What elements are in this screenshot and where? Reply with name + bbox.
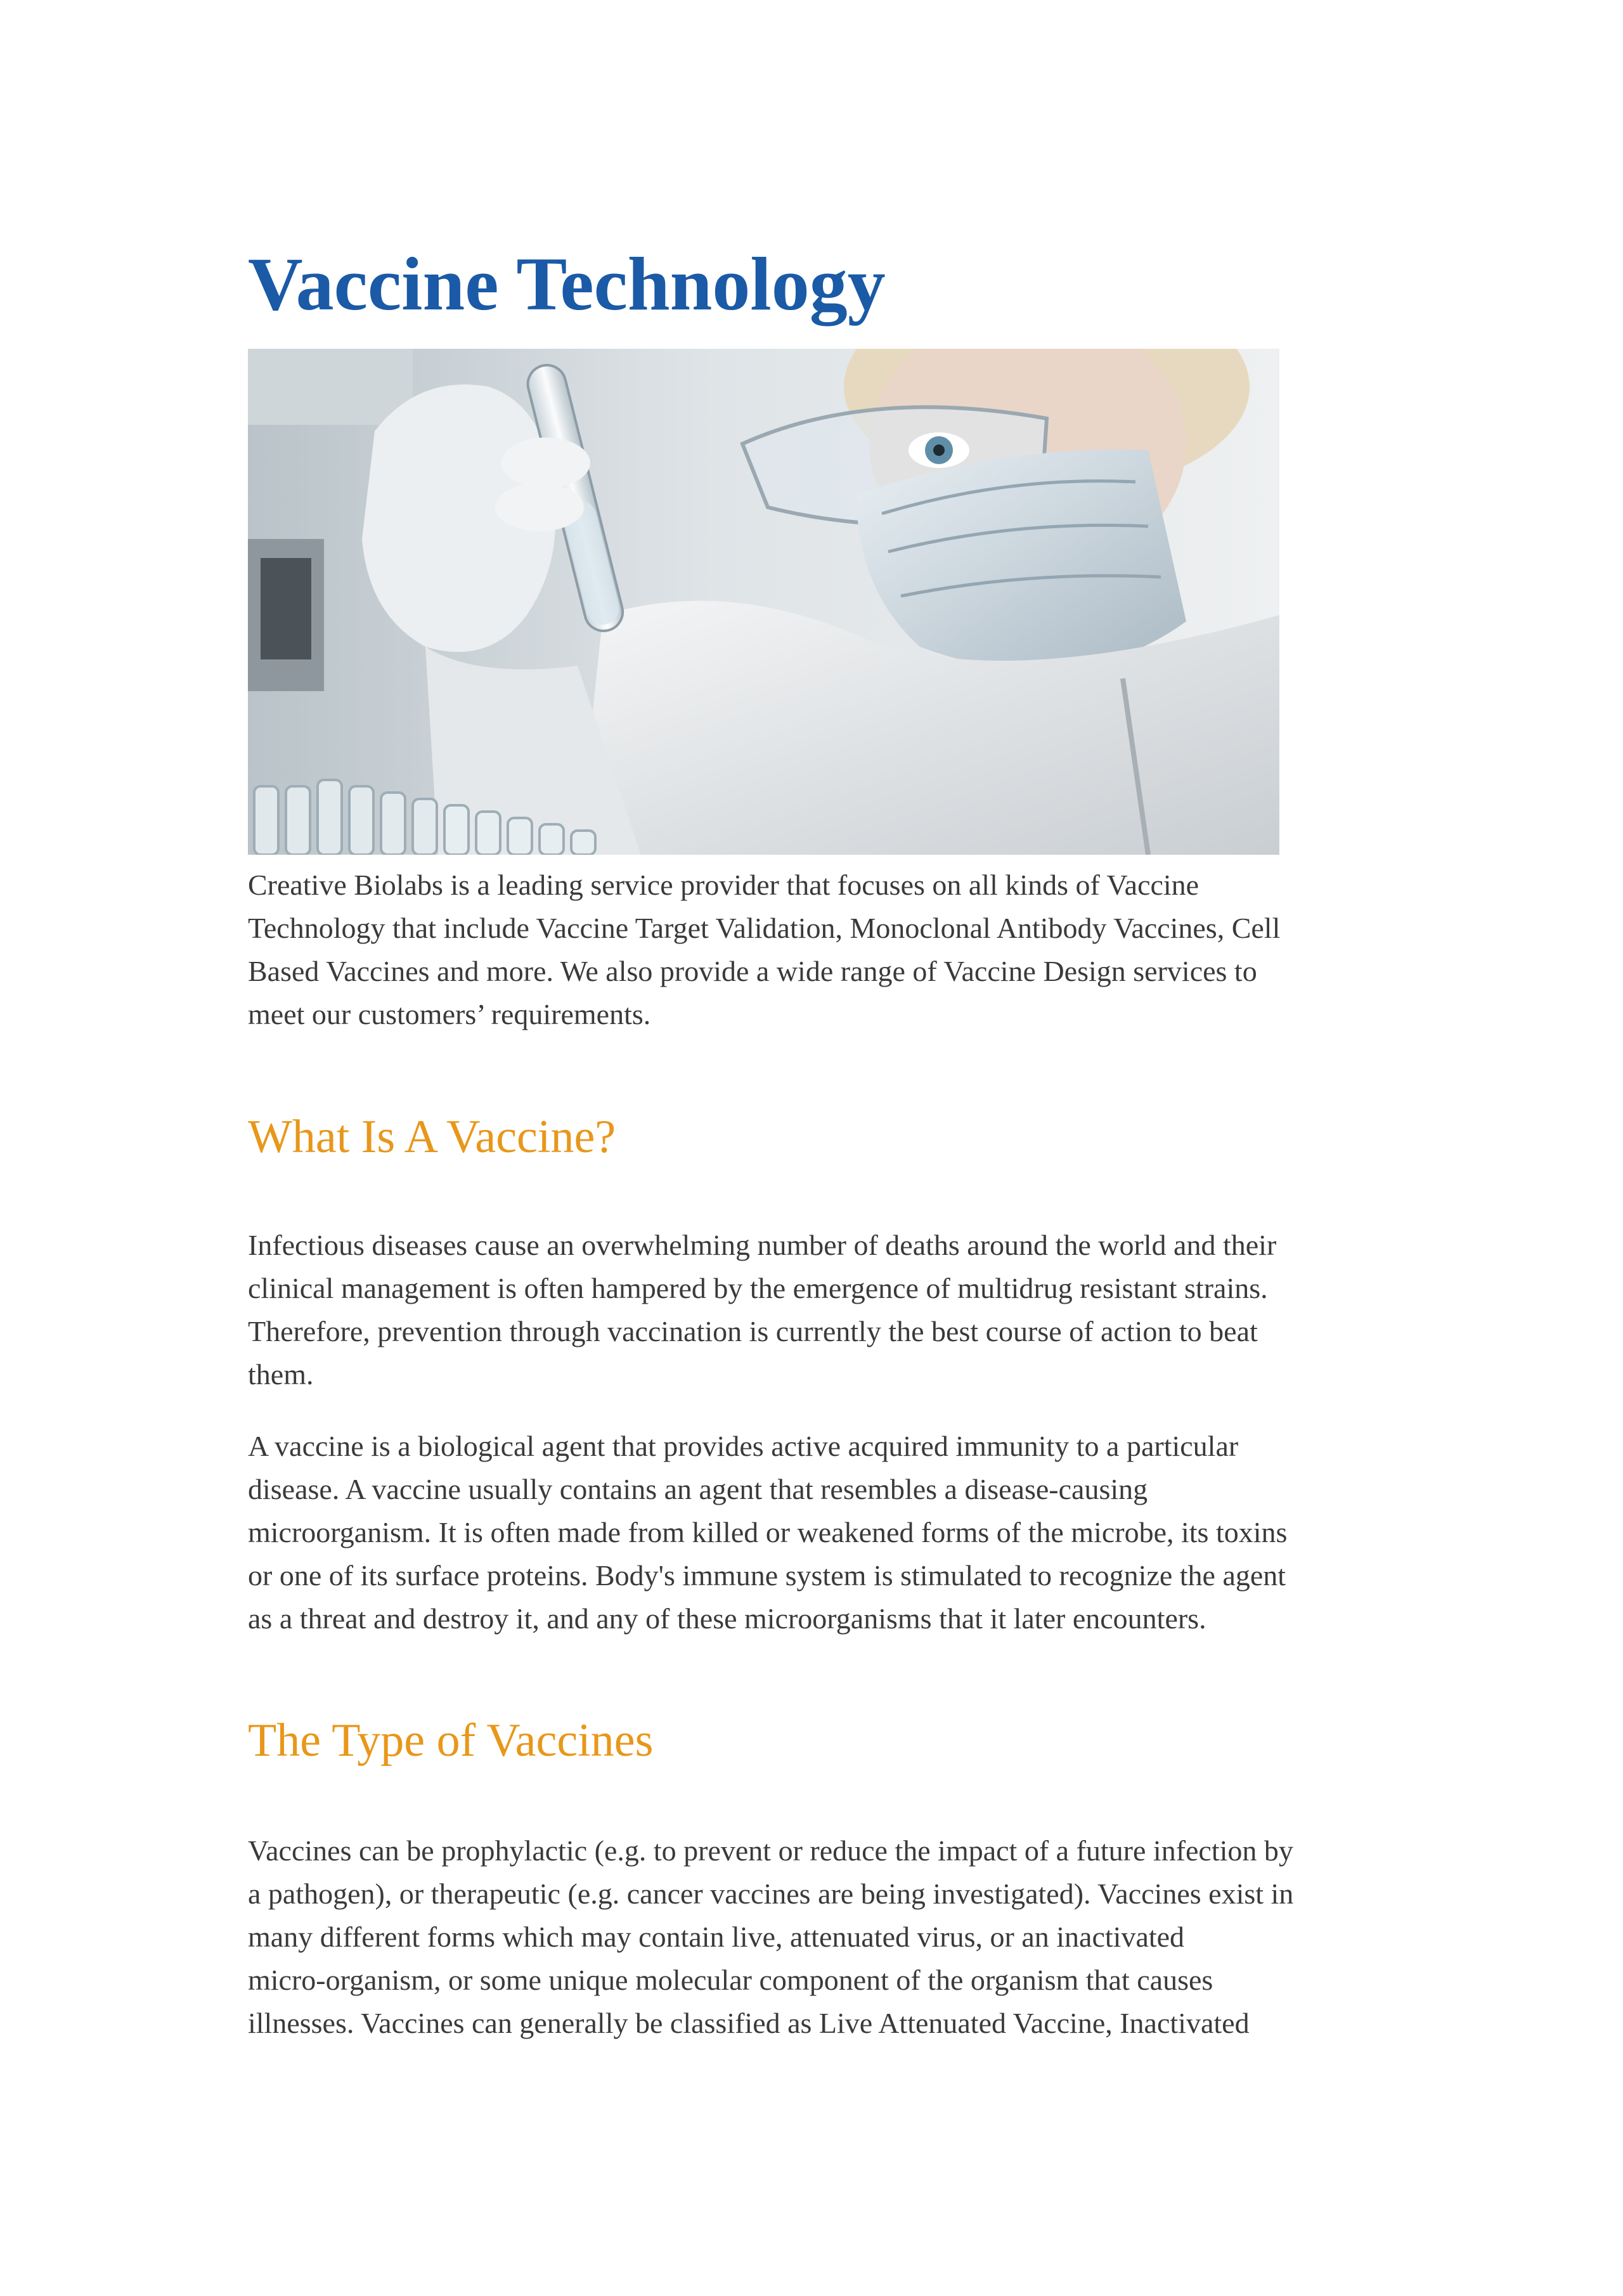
page-title: Vaccine Technology (248, 242, 886, 326)
paragraph-infectious-diseases: Infectious diseases cause an overwhelming number of deaths around the world and their clinical management is often hampered by the emergence of multidrug resistant strains. Therefore, prevention through vaccination is currently the best course of action to beat them. (248, 1229, 1277, 1391)
section-heading-type-of-vaccines: The Type of Vaccines (248, 1715, 654, 1767)
paragraph-vaccine-definition: A vaccine is a biological agent that provides active acquired immunity to a particular disease. A vaccine usually contains an agent that resembles a disease-causing microorganism. It is often made from killed or weakened forms of the microbe, its toxins or one of its surface proteins. Body's immune system is stimulated to recognize the agent as a threat and destroy it, and any of these microorganisms that it later encounters. (248, 1430, 1288, 1635)
lab-researcher-photo (248, 349, 1279, 855)
section-heading-what-is-a-vaccine: What Is A Vaccine? (248, 1111, 616, 1163)
intro-paragraph: Creative Biolabs is a leading service provider that focuses on all kinds of Vaccine Technology that include Vaccine Target Validation, Monoclonal Antibody Vaccines, Cell Based Vaccines and more. We also provide a wide range of Vaccine Design services to meet our customers’ requirements. (248, 869, 1281, 1030)
paragraph-vaccine-types: Vaccines can be prophylactic (e.g. to prevent or reduce the impact of a future infection by a pathogen), or therapeutic (e.g. cancer vaccines are being investigated). Vaccines exist in many different forms which may contain live, attenuated virus, or an inactivated micro-organism, or some unique molecular component of the organism that causes illnesses. Vaccines can generally be classified as Live Attenuated Vaccine, Inactivated (248, 1834, 1294, 2039)
